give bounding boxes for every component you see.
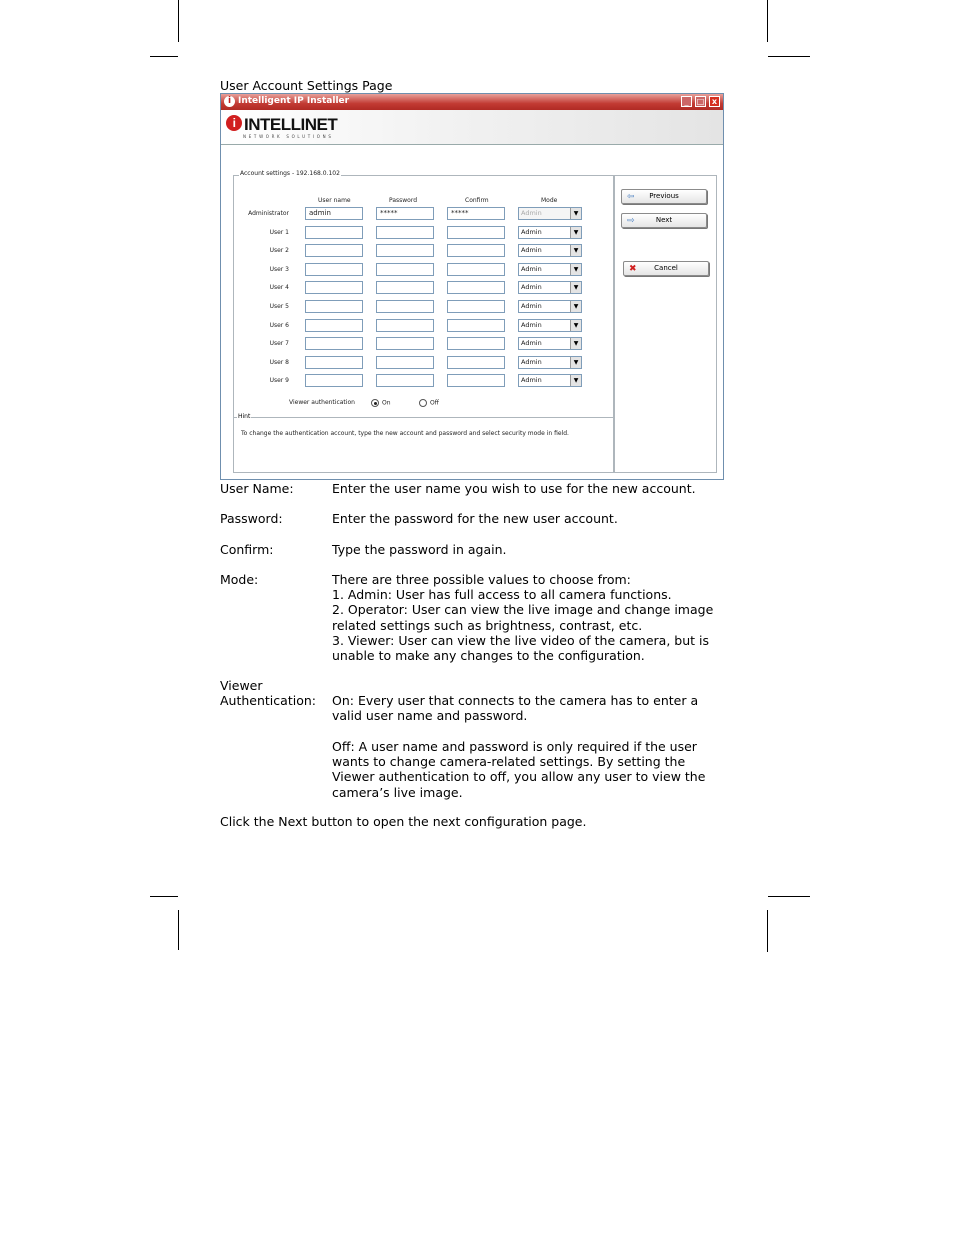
doc-label-confirm: Confirm: <box>220 542 274 557</box>
brand-banner <box>221 110 723 145</box>
confirm-input[interactable] <box>447 319 505 332</box>
app-icon: i <box>224 96 235 107</box>
chevron-down-icon[interactable]: ▼ <box>570 357 581 368</box>
doc-text-username: Enter the user name you wish to use for the new account. <box>332 481 696 496</box>
radio-off-icon[interactable] <box>419 399 427 407</box>
viewer-auth-off[interactable] <box>419 399 439 407</box>
mode-value: Admin <box>521 376 542 384</box>
mode-value: Admin <box>521 246 542 254</box>
mode-select[interactable] <box>518 226 582 239</box>
viewer-off-line: wants to change camera-related settings. By setting the <box>332 754 686 770</box>
password-input[interactable] <box>376 356 434 369</box>
mode-value: Admin <box>521 228 542 236</box>
cancel-label: Cancel <box>654 264 678 272</box>
chevron-down-icon[interactable]: ▼ <box>570 282 581 293</box>
installer-window <box>220 93 724 480</box>
next-button[interactable] <box>621 213 707 228</box>
mode-select[interactable] <box>518 244 582 257</box>
confirm-input[interactable] <box>447 356 505 369</box>
username-input[interactable] <box>305 337 363 350</box>
maximize-button[interactable]: □ <box>696 97 705 106</box>
minimize-button[interactable]: _ <box>681 96 692 107</box>
chevron-down-icon[interactable]: ▼ <box>570 375 581 386</box>
mode-line: 3. Viewer: User can view the live video of the camera, but is <box>332 632 709 648</box>
mode-value: Admin <box>521 339 542 347</box>
mode-value: Admin <box>521 265 542 273</box>
row-label: User 4 <box>269 284 289 291</box>
row-label: User 8 <box>269 359 289 366</box>
row-label: User 1 <box>269 229 289 236</box>
doc-text-viewer-auth-on <box>332 693 732 723</box>
password-input[interactable]: ***** <box>376 207 434 220</box>
username-input[interactable]: admin <box>305 207 363 220</box>
row-label: User 3 <box>269 266 289 273</box>
password-input[interactable] <box>376 337 434 350</box>
mode-value: Admin <box>521 302 542 310</box>
logo-mark-icon: i <box>226 115 242 131</box>
hint-divider <box>233 417 613 418</box>
viewer-on-line: valid user name and password. <box>332 708 528 724</box>
crop-mark <box>767 0 768 42</box>
username-input[interactable] <box>305 226 363 239</box>
page-caption: User Account Settings Page <box>220 78 393 93</box>
password-input[interactable] <box>376 226 434 239</box>
row-label: User 2 <box>269 247 289 254</box>
doc-label-username: User Name: <box>220 481 294 496</box>
logo-brand: INTELLINET <box>244 115 338 134</box>
next-label: Next <box>655 216 673 224</box>
cancel-x-icon: ✖ <box>629 264 637 274</box>
arrow-right-icon: ⇨ <box>627 216 635 226</box>
confirm-input[interactable] <box>447 244 505 257</box>
confirm-input[interactable] <box>447 263 505 276</box>
radio-on-icon[interactable] <box>371 399 379 407</box>
previous-button[interactable] <box>621 189 707 204</box>
mode-select[interactable] <box>518 263 582 276</box>
doc-text-confirm: Type the password in again. <box>332 542 507 557</box>
username-input[interactable] <box>305 356 363 369</box>
confirm-input[interactable] <box>447 226 505 239</box>
chevron-down-icon[interactable]: ▼ <box>570 245 581 256</box>
chevron-down-icon[interactable]: ▼ <box>570 208 581 219</box>
confirm-input[interactable]: ***** <box>447 207 505 220</box>
doc-label-password: Password: <box>220 511 283 526</box>
viewer-auth-label: Viewer authentication <box>289 399 355 406</box>
mode-line: unable to make any changes to the configuration. <box>332 648 645 664</box>
chevron-down-icon[interactable]: ▼ <box>570 301 581 312</box>
header-password: Password <box>389 197 418 204</box>
viewer-on-line: On: Every user that connects to the camera has to enter a <box>332 693 699 708</box>
content-area <box>221 145 723 479</box>
hint-legend: Hint <box>238 413 251 420</box>
label-line: Viewer <box>220 678 263 693</box>
crop-mark <box>767 910 768 952</box>
password-input[interactable] <box>376 300 434 313</box>
password-input[interactable] <box>376 319 434 332</box>
password-input[interactable] <box>376 281 434 294</box>
mode-select[interactable] <box>518 356 582 369</box>
doc-text-password: Enter the password for the new user account. <box>332 511 618 526</box>
hint-text: To change the authentication account, type the new account and password and select security mode in field. <box>241 430 569 437</box>
doc-text-mode <box>332 572 732 663</box>
mode-value: Admin <box>521 358 542 366</box>
row-label: User 7 <box>269 340 289 347</box>
password-input[interactable] <box>376 263 434 276</box>
radio-off-label: Off <box>430 399 439 407</box>
username-input[interactable] <box>305 263 363 276</box>
mode-value: Admin <box>521 321 542 329</box>
password-input[interactable] <box>376 374 434 387</box>
username-input[interactable] <box>305 281 363 294</box>
logo-subtitle: NETWORK SOLUTIONS <box>243 134 334 139</box>
previous-label: Previous <box>649 192 679 200</box>
viewer-auth-on[interactable] <box>371 399 391 407</box>
crop-mark <box>150 56 178 57</box>
row-label: User 6 <box>269 322 289 329</box>
confirm-input[interactable] <box>447 300 505 313</box>
row-label: User 5 <box>269 303 289 310</box>
confirm-input[interactable] <box>447 337 505 350</box>
header-username: User name <box>318 197 351 204</box>
intellinet-logo <box>226 115 337 135</box>
mode-line: related settings such as brightness, contrast, etc. <box>332 617 643 633</box>
doc-label-viewer-auth <box>220 678 316 708</box>
crop-mark <box>178 910 179 950</box>
row-label: Administrator <box>248 210 289 217</box>
crop-mark <box>150 896 178 897</box>
chevron-down-icon[interactable]: ▼ <box>570 264 581 275</box>
mode-line: 2. Operator: User can view the live image and change image <box>332 602 714 618</box>
crop-mark <box>178 0 179 42</box>
cancel-button[interactable] <box>623 261 709 276</box>
header-mode: Mode <box>541 197 558 204</box>
close-button[interactable]: x <box>709 96 720 107</box>
window-title: Intelligent IP Installer <box>238 96 350 106</box>
confirm-input[interactable] <box>447 281 505 294</box>
mode-select[interactable] <box>518 319 582 332</box>
username-input[interactable] <box>305 244 363 257</box>
password-input[interactable] <box>376 244 434 257</box>
account-settings-legend: Account settings - 192.168.0.102 <box>240 170 340 177</box>
viewer-off-line: camera’s live image. <box>332 784 463 800</box>
row-label: User 9 <box>269 377 289 384</box>
doc-label-mode: Mode: <box>220 572 259 587</box>
crop-mark <box>768 56 810 57</box>
title-bar[interactable] <box>221 94 723 110</box>
radio-on-label: On <box>382 399 391 407</box>
mode-select[interactable] <box>518 337 582 350</box>
chevron-down-icon[interactable]: ▼ <box>570 338 581 349</box>
mode-value: Admin <box>521 283 542 291</box>
label-line: Authentication: <box>220 693 316 709</box>
confirm-input[interactable] <box>447 374 505 387</box>
mode-select[interactable] <box>518 207 582 220</box>
chevron-down-icon[interactable]: ▼ <box>570 227 581 238</box>
username-input[interactable] <box>305 300 363 313</box>
mode-select[interactable] <box>518 281 582 294</box>
doc-text-viewer-auth-off <box>332 739 732 800</box>
header-confirm: Confirm <box>465 197 489 204</box>
username-input[interactable] <box>305 319 363 332</box>
mode-select[interactable] <box>518 300 582 313</box>
mode-select[interactable] <box>518 374 582 387</box>
crop-mark <box>768 896 810 897</box>
username-input[interactable] <box>305 374 363 387</box>
doc-footer: Click the Next button to open the next configuration page. <box>220 814 587 829</box>
mode-value: Admin <box>521 209 542 217</box>
viewer-off-line: Viewer authentication to off, you allow any user to view the <box>332 769 706 785</box>
chevron-down-icon[interactable]: ▼ <box>570 320 581 331</box>
viewer-off-line: Off: A user name and password is only required if the user <box>332 739 697 754</box>
mode-line: 1. Admin: User has full access to all camera functions. <box>332 587 672 603</box>
mode-line: There are three possible values to choose from: <box>332 572 631 587</box>
arrow-left-icon: ⇦ <box>627 192 635 202</box>
